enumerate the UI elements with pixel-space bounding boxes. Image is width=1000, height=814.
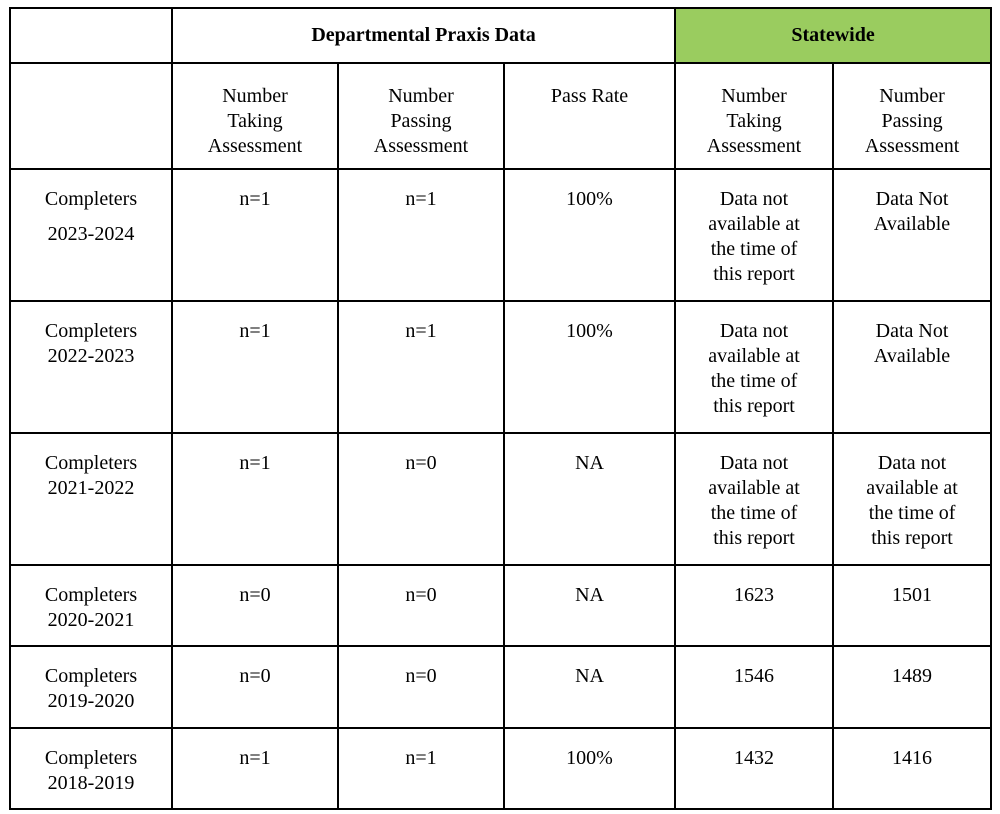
state-taking-cell — [675, 301, 833, 433]
col-header-line: Number — [222, 85, 288, 107]
row-label-line: 2021-2022 — [47, 477, 135, 499]
cell-line: Data Not — [875, 188, 949, 210]
cell-line: Data Not — [875, 320, 949, 342]
cell-line: Available — [873, 345, 951, 367]
state-passing-cell — [833, 565, 991, 646]
state-taking-cell — [675, 728, 833, 809]
cell-line: this report — [871, 527, 953, 549]
state-taking-cell — [675, 646, 833, 728]
pass-rate-cell: NA — [504, 565, 675, 646]
cell-line: 1489 — [892, 665, 933, 687]
departmental-group-header: Departmental Praxis Data — [172, 8, 675, 63]
col-header-line: Assessment — [864, 135, 960, 157]
pass-rate-cell: NA — [504, 433, 675, 565]
row-label-line: Completers — [44, 320, 138, 342]
pass-rate-cell: NA — [504, 646, 675, 728]
column-header-row — [10, 63, 991, 169]
passing-cell: n=0 — [338, 433, 504, 565]
taking-cell: n=1 — [172, 728, 338, 809]
taking-cell: n=0 — [172, 646, 338, 728]
cell-line: Data not — [719, 452, 789, 474]
group-header-row — [10, 8, 991, 63]
col-header-line: Assessment — [207, 135, 303, 157]
col-header-state-passing — [833, 63, 991, 169]
passing-cell: n=1 — [338, 728, 504, 809]
cell-line: 1416 — [892, 747, 933, 769]
col-header-line: Number — [721, 85, 787, 107]
row-label-line: 2019-2020 — [47, 690, 135, 712]
col-header-line: Taking — [726, 110, 782, 132]
row-label — [10, 728, 172, 809]
col-header-taking — [172, 63, 338, 169]
col-header-line: Passing — [881, 110, 943, 132]
passing-cell: n=1 — [338, 301, 504, 433]
cell-line: this report — [713, 395, 795, 417]
table-row — [10, 565, 991, 646]
cell-line: this report — [713, 263, 795, 285]
row-label-line: Completers — [44, 188, 138, 210]
col-header-line: Assessment — [706, 135, 802, 157]
passing-cell: n=0 — [338, 646, 504, 728]
row-label-line: Completers — [44, 584, 138, 606]
statewide-group-header: Statewide — [675, 8, 991, 63]
table-row — [10, 169, 991, 301]
cell-line: 1432 — [734, 747, 775, 769]
taking-cell: n=1 — [172, 301, 338, 433]
pass-rate-cell: 100% — [504, 728, 675, 809]
cell-line: Data not — [877, 452, 947, 474]
row-label-header — [10, 63, 172, 169]
col-header-pass-rate — [504, 63, 675, 169]
corner-cell — [10, 8, 172, 63]
col-header-passing — [338, 63, 504, 169]
table-row — [10, 728, 991, 809]
row-label — [10, 169, 172, 301]
row-label — [10, 301, 172, 433]
cell-line: the time of — [868, 502, 956, 524]
cell-line: 1623 — [734, 584, 775, 606]
pass-rate-cell: 100% — [504, 301, 675, 433]
cell-line: available at — [708, 477, 800, 499]
cell-line: the time of — [710, 502, 798, 524]
cell-line: Data not — [719, 320, 789, 342]
col-header-line: Number — [388, 85, 454, 107]
taking-cell: n=1 — [172, 169, 338, 301]
state-taking-cell — [675, 169, 833, 301]
col-header-line: Passing — [390, 110, 452, 132]
cell-line: Data not — [719, 188, 789, 210]
row-label — [10, 565, 172, 646]
table-row — [10, 301, 991, 433]
cell-line: this report — [713, 527, 795, 549]
state-taking-cell — [675, 565, 833, 646]
col-header-line: Assessment — [373, 135, 469, 157]
taking-cell: n=0 — [172, 565, 338, 646]
row-label — [10, 433, 172, 565]
praxis-data-table — [9, 7, 992, 810]
state-passing-cell — [833, 433, 991, 565]
row-label-line: 2018-2019 — [47, 772, 135, 794]
col-header-state-taking — [675, 63, 833, 169]
cell-line: 1501 — [892, 584, 933, 606]
cell-line: available at — [708, 345, 800, 367]
state-passing-cell — [833, 169, 991, 301]
pass-rate-cell: 100% — [504, 169, 675, 301]
state-taking-cell — [675, 433, 833, 565]
row-label-line: 2020-2021 — [47, 609, 135, 631]
cell-line: available at — [708, 213, 800, 235]
row-label-line: 2023-2024 — [47, 223, 135, 245]
table-row — [10, 646, 991, 728]
state-passing-cell — [833, 728, 991, 809]
row-label-line: Completers — [44, 747, 138, 769]
col-header-line: Pass Rate — [550, 85, 629, 107]
col-header-line: Taking — [227, 110, 283, 132]
cell-line: 1546 — [734, 665, 775, 687]
cell-line: the time of — [710, 370, 798, 392]
state-passing-cell — [833, 301, 991, 433]
state-passing-cell — [833, 646, 991, 728]
cell-line: Available — [873, 213, 951, 235]
row-label-line: Completers — [44, 452, 138, 474]
cell-line: available at — [866, 477, 958, 499]
row-label — [10, 646, 172, 728]
row-label-line: Completers — [44, 665, 138, 687]
passing-cell: n=1 — [338, 169, 504, 301]
col-header-line: Number — [879, 85, 945, 107]
table-row — [10, 433, 991, 565]
taking-cell: n=1 — [172, 433, 338, 565]
cell-line: the time of — [710, 238, 798, 260]
passing-cell: n=0 — [338, 565, 504, 646]
row-label-line: 2022-2023 — [47, 345, 135, 367]
